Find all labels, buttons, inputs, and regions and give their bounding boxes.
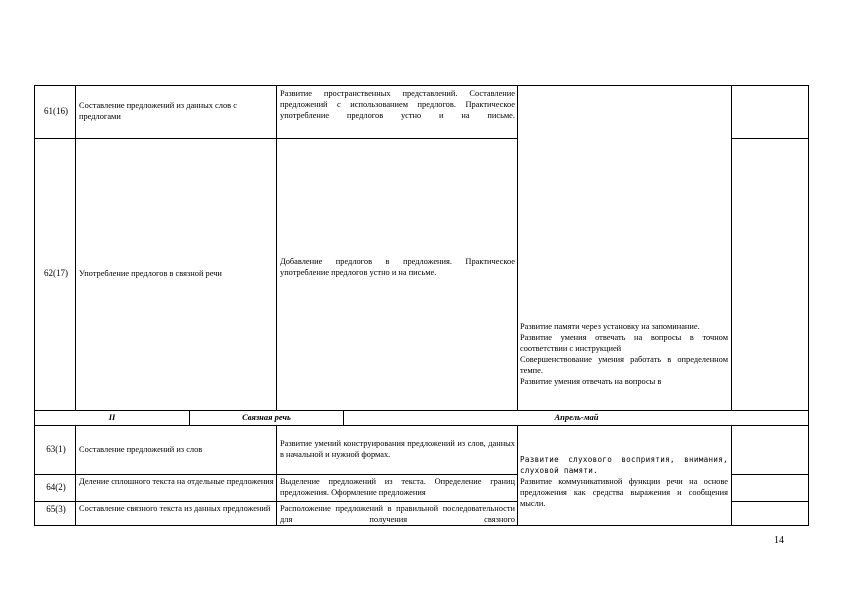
row-62-number: 62(17): [44, 268, 68, 278]
section-months: Апрель-май: [554, 412, 599, 422]
row-62-hours-cell: [731, 138, 809, 411]
row-61-hours-cell: [731, 85, 809, 139]
row-61-content: Развитие пространственных представлений. Составление предложений с использованием предлогов. Практическое употребление предлогов устно и на письме.: [280, 89, 515, 120]
row-61-topic: Составление предложений из данных слов с предлогами: [79, 101, 237, 121]
row-65-hours-cell: [731, 501, 809, 526]
row-64-content: Выделение предложений из текста. Определение границ предложения. Оформление предложения: [280, 477, 515, 497]
correction-item: Развитие слухового восприятия, внимания, слуховой памяти.: [520, 455, 728, 475]
row-63-content: Развитие умений конструирования предложений из слов, данных в начальной и нужной формах.: [280, 439, 515, 459]
page-number: 14: [774, 535, 784, 546]
correction-item: Развитие умения отвечать на вопросы в точном соответствии с инструкцией: [520, 333, 728, 353]
correction-bottom-text: [520, 454, 728, 524]
row-64-topic: Деление сплошного текста на отдельные предложения: [79, 477, 274, 486]
row-63-hours-cell: [731, 425, 809, 475]
row-65-topic: Составление связного текста из данных предложений: [79, 504, 271, 513]
correction-top-text: [520, 321, 728, 410]
row-65-content: Расположение предложений в правильной последовательности для получения связного: [280, 504, 515, 524]
section-title: Связная речь: [242, 412, 291, 422]
row-61-number: 61(16): [44, 106, 68, 116]
correction-item: Развитие умения отвечать на вопросы в: [520, 377, 662, 386]
row-62-content: Добавление предлогов в предложения. Практическое употребление предлогов устно и на письме.: [280, 257, 515, 277]
correction-item: Развитие коммуникативной функции речи на основе предложения как средства выражения и сообщения мысли.: [520, 477, 728, 508]
row-63-number: 63(1): [46, 444, 66, 454]
row-64-number: 64(2): [46, 482, 66, 492]
row-65-number: 65(3): [46, 504, 66, 514]
row-62-topic: Употребление предлогов в связной речи: [79, 269, 222, 278]
section-roman: II: [108, 412, 116, 422]
row-63-topic: Составление предложений из слов: [79, 445, 203, 454]
correction-item: Развитие памяти через установку на запоминание.: [520, 322, 700, 331]
row-64-hours-cell: [731, 474, 809, 502]
correction-item: Совершенствование умения работать в определенном темпе.: [520, 355, 728, 375]
